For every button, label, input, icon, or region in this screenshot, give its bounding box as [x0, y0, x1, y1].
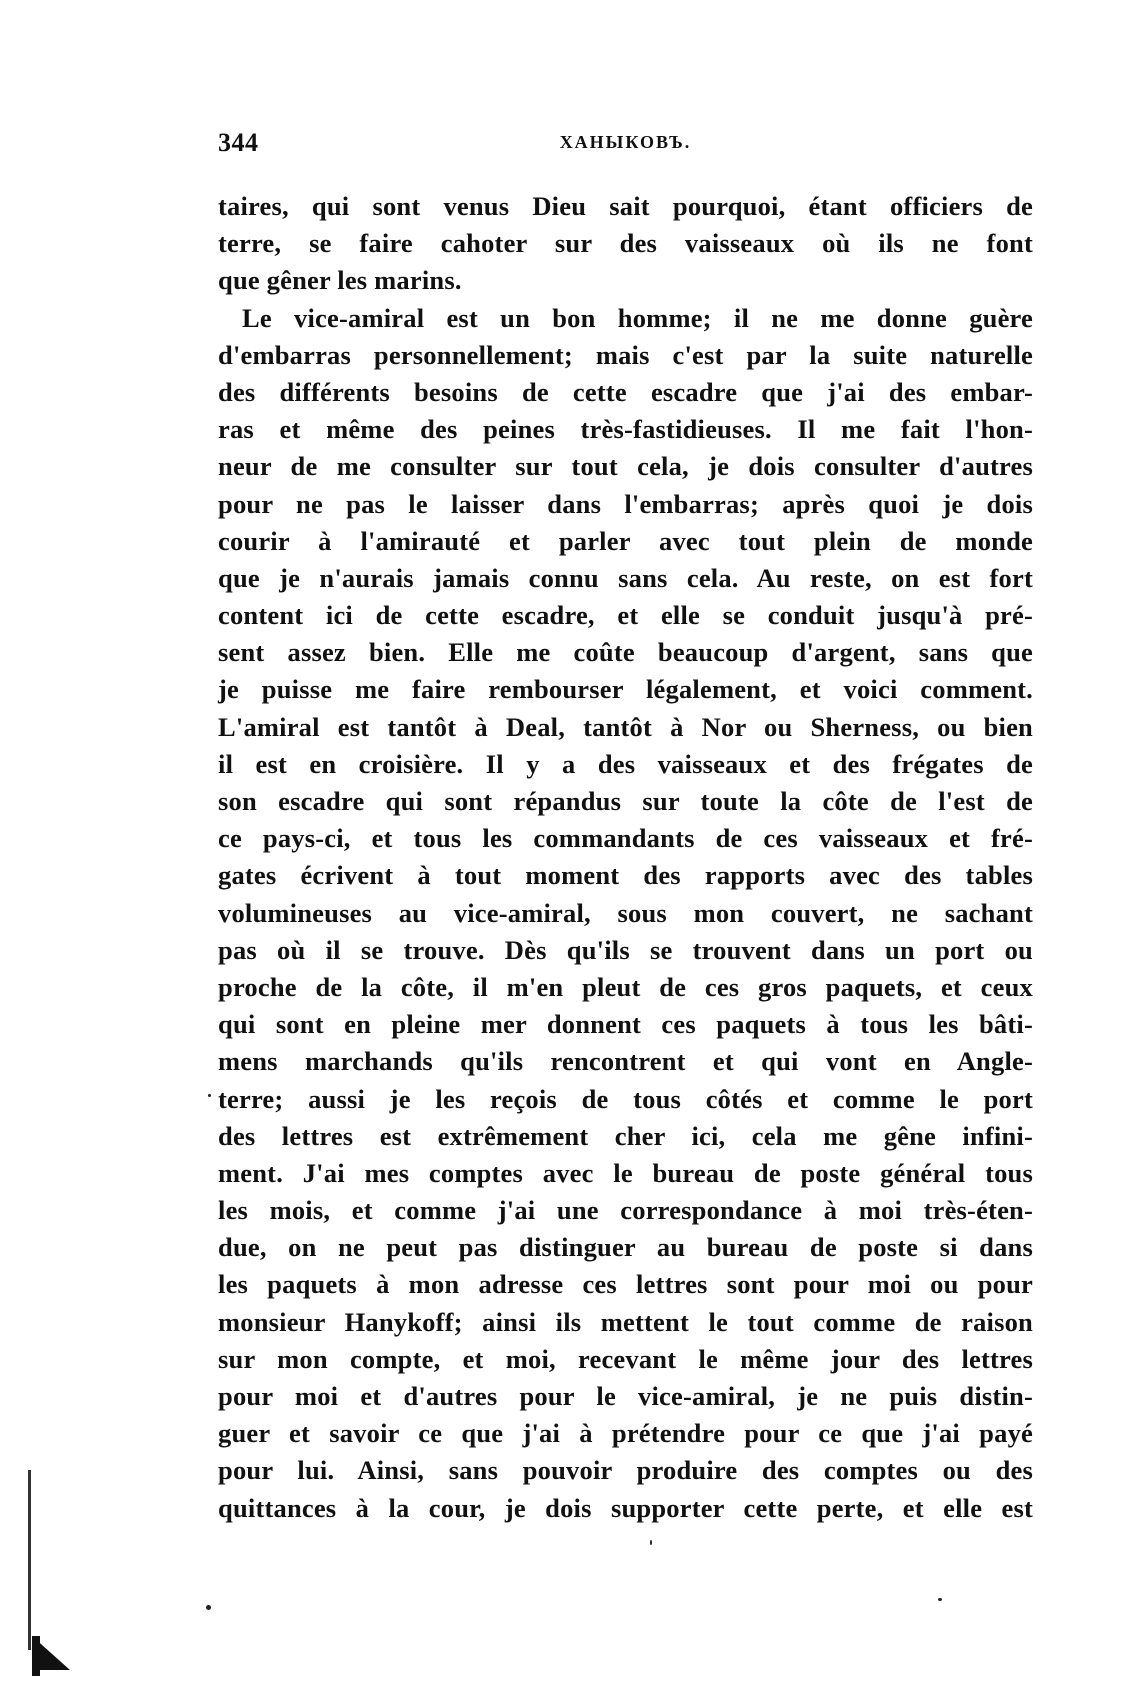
text-line: des différents besoins de cette escadre que j'ai des embar-: [218, 376, 1033, 407]
scan-speck: [650, 1540, 652, 1545]
text-line: je puisse me faire rembourser légalement, et voici comment.: [218, 674, 1033, 705]
body-text: [218, 188, 1033, 1527]
page-number: 344: [218, 128, 259, 157]
text-line: il est en croisière. Il y a des vaisseaux et des frégates de: [218, 748, 1033, 779]
text-line: taires, qui sont venus Dieu sait pourquoi, étant officiers de: [218, 191, 1033, 221]
text-line: qui sont en pleine mer donnent ces paquets à tous les bâti-: [218, 1009, 1033, 1040]
text-line: mens marchands qu'ils rencontrent et qui vont en Angle-: [218, 1046, 1033, 1077]
text-line: courir à l'amirauté et parler avec tout plein de monde: [218, 525, 1033, 556]
text-line: son escadre qui sont répandus sur toute la côte de l'est de: [218, 786, 1033, 816]
text-line: monsieur Hanykoff; ainsi ils mettent le tout comme de raison: [218, 1306, 1033, 1337]
running-head: ХАНЫКОВЪ.: [559, 132, 692, 152]
text-line: que je n'aurais jamais connu sans cela. Au reste, on est fort: [218, 562, 1033, 593]
text-line: quittances à la cour, je dois supporter cette perte, et elle est: [218, 1492, 1033, 1523]
text-line: pas où il se trouve. Dès qu'ils se trouvent dans un port ou: [218, 934, 1033, 965]
text-line: pour lui. Ainsi, sans pouvoir produire des comptes ou des: [218, 1455, 1033, 1486]
text-line: ras et même des peines très-fastidieuses. Il me fait l'hon-: [218, 414, 1033, 445]
text-line: Le vice-amiral est un bon homme; il ne me donne guère: [242, 302, 1033, 333]
text-line: les mois, et comme j'ai une correspondance à moi très-éten-: [218, 1195, 1033, 1226]
text-line: gates écrivent à tout moment des rapports avec des tables: [218, 860, 1033, 891]
text-line: pour moi et d'autres pour le vice-amiral, je ne puis distin-: [218, 1381, 1033, 1411]
text-line: ce pays-ci, et tous les commandants de ces vaisseaux et fré-: [218, 823, 1033, 854]
text-line: des lettres est extrêmement cher ici, cela me gêne infini-: [218, 1120, 1033, 1151]
text-line: due, on ne peut pas distinguer au bureau de poste si dans: [218, 1232, 1033, 1263]
text-line: pour ne pas le laisser dans l'embarras; après quoi je dois: [218, 488, 1033, 519]
text-line: terre, se faire cahoter sur des vaisseaux où ils ne font: [218, 228, 1033, 259]
text-line: volumineuses au vice-amiral, sous mon couvert, ne sachant: [218, 897, 1033, 928]
text-line: L'amiral est tantôt à Deal, tantôt à Nor ou Sherness, ou bien: [218, 711, 1033, 742]
text-line: proche de la côte, il m'en pleut de ces gros paquets, et ceux: [218, 971, 1033, 1002]
scan-corner-triangle: [32, 1636, 70, 1670]
scan-speck: [938, 1598, 942, 1601]
scan-speck: [208, 1094, 211, 1097]
scan-speck: [206, 1605, 211, 1610]
text-line: neur de me consulter sur tout cela, je dois consulter d'autres: [218, 451, 1033, 482]
text-line: content ici de cette escadre, et elle se conduit jusqu'à pré-: [218, 600, 1033, 631]
text-line: d'embarras personnellement; mais c'est par la suite naturelle: [218, 339, 1033, 370]
page-header: [218, 128, 1033, 168]
text-line: les paquets à mon adresse ces lettres sont pour moi ou pour: [218, 1269, 1033, 1300]
text-line: terre; aussi je les reçois de tous côtés et comme le port: [218, 1083, 1033, 1114]
text-line: ment. J'ai mes comptes avec le bureau de poste général tous: [218, 1157, 1033, 1188]
text-line: sent assez bien. Elle me coûte beaucoup d'argent, sans que: [218, 637, 1033, 668]
text-line: guer et savoir ce que j'ai à prétendre pour ce que j'ai payé: [218, 1418, 1033, 1449]
text-line: sur mon compte, et moi, recevant le même jour des lettres: [218, 1343, 1033, 1374]
text-line: que gêner les marins.: [218, 265, 462, 296]
scan-margin-line: [28, 1470, 31, 1650]
